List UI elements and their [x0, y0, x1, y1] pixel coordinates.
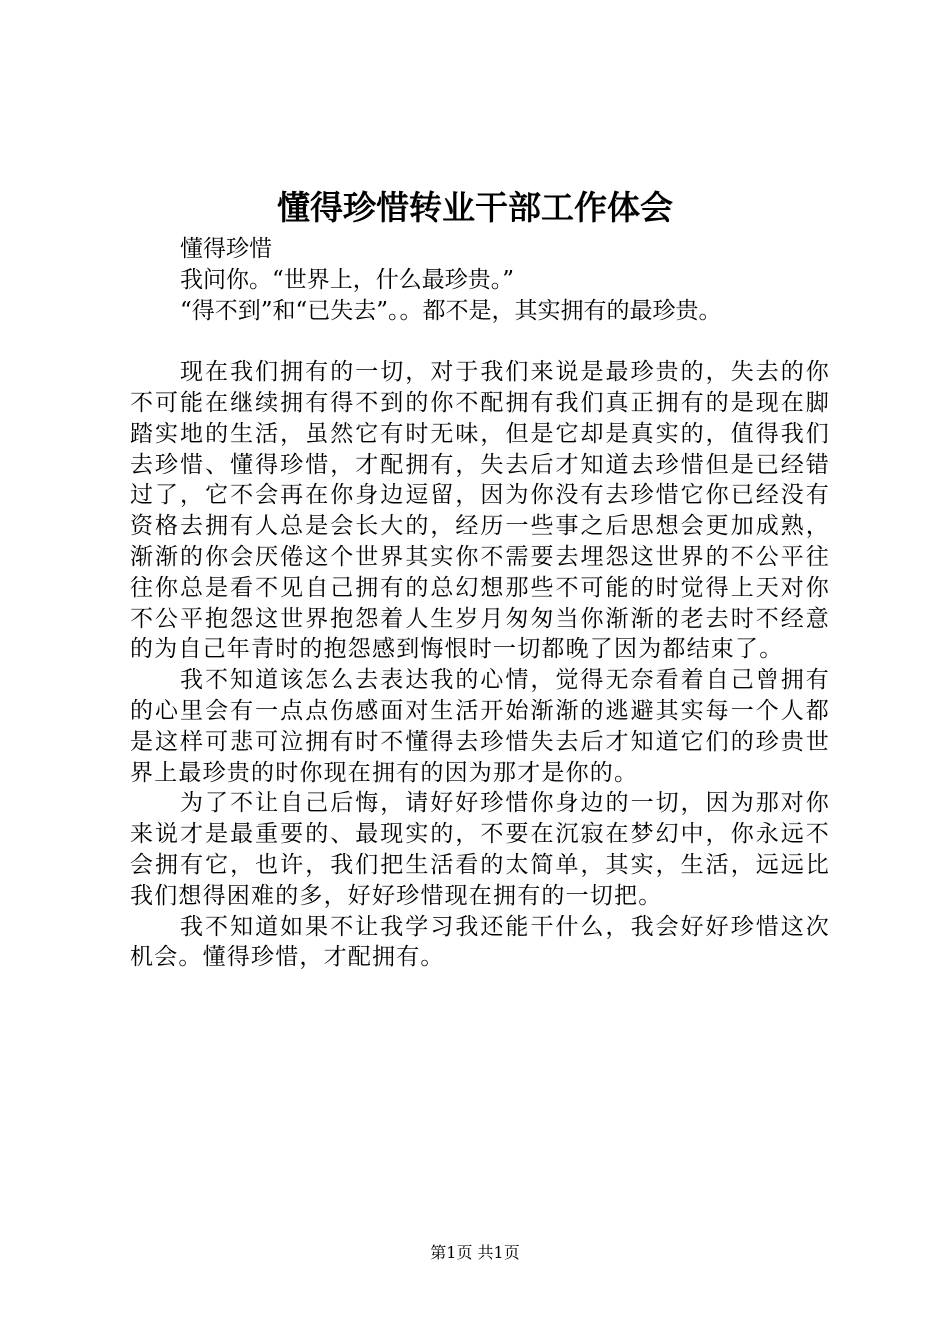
subtitle-line: 懂得珍惜 — [180, 236, 272, 262]
document-title: 懂得珍惜转业干部工作体会 — [277, 188, 673, 227]
paragraph-3: 为了不让自己后悔，请好好珍惜你身边的一切，因为那对你来说才是最重要的、最现实的，不要在沉寂在梦幻中，你永远不会拥有它，也许，我们把生活看的太简单，其实，生活，远远比我们想得困难的多，好好珍惜现在拥有的一切把。 — [130, 790, 830, 909]
blank-line — [130, 326, 830, 357]
document-body — [130, 234, 830, 973]
paragraph-2: 我不知道该怎么去表达我的心情，觉得无奈看着自己曾拥有的心里会有一点点伤感面对生活开始渐渐的逃避其实每一个人都是这样可悲可泣拥有时不懂得去珍惜失去后才知道它们的珍贵世界上最珍贵的时你现在拥有的因为那才是你的。 — [130, 667, 830, 786]
page-footer: 第1页 共1页 — [430, 1243, 520, 1262]
paragraph-4: 我不知道如果不让我学习我还能干什么，我会好好珍惜这次机会。懂得珍惜，才配拥有。 — [130, 913, 830, 971]
question-line: 我问你。“世界上，什么最珍贵。” — [180, 266, 515, 293]
answer-line: “得不到”和“已失去”。。都不是，其实拥有的最珍贵。 — [180, 297, 722, 324]
paragraph-1: 现在我们拥有的一切，对于我们来说是最珍贵的，失去的你不可能在继续拥有得不到的你不配拥有我们真正拥有的是现在脚踏实地的生活，虽然它有时无味，但是它却是真实的，值得我们去珍惜、懂得珍惜，才配拥有，失去后才知道去珍惜但是已经错过了，它不会再在你身边逗留，因为你没有去珍惜它你已经没有资格去拥有人总是会长大的，经历一些事之后思想会更加成熟，渐渐的你会厌倦这个世界其实你不需要去埋怨这世界的不公平往往你总是看不见自己拥有的总幻想那些不可能的时觉得上天对你不公平抱怨这世界抱怨着人生岁月匆匆当你渐渐的老去时不经意的为自己年青时的抱怨感到悔恨时一切都晚了因为都结束了。 — [130, 359, 830, 663]
